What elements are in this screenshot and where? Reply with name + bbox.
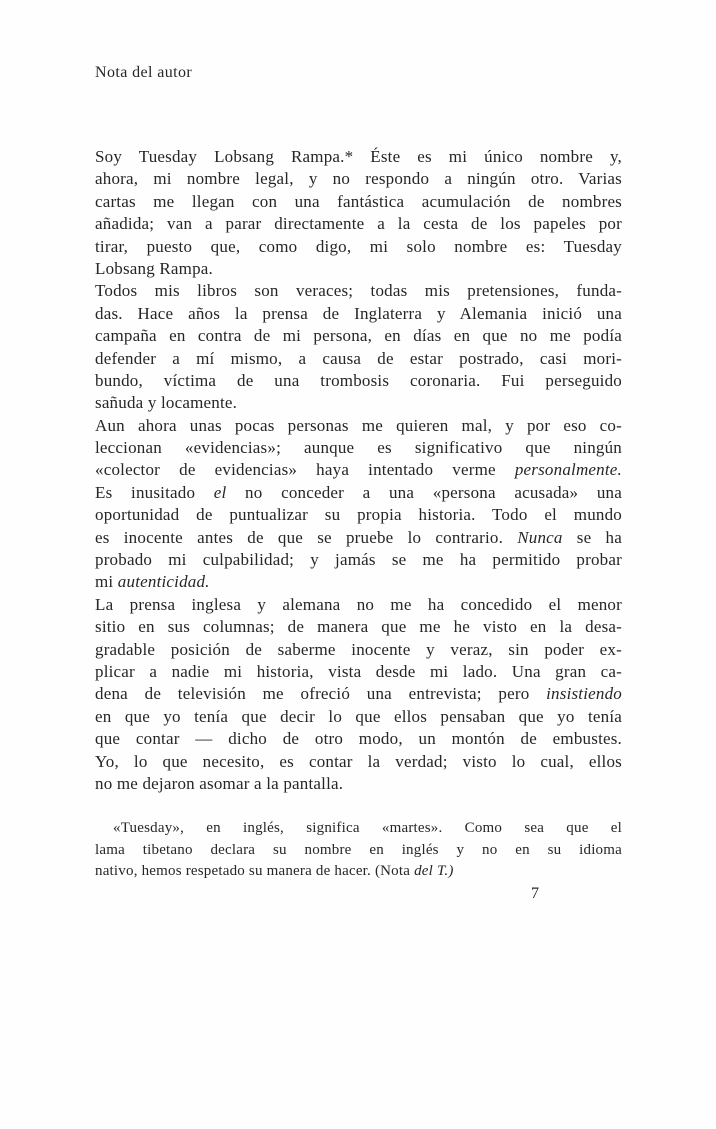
text-line	[95, 773, 622, 795]
paragraph	[95, 594, 622, 796]
text-line	[95, 818, 622, 840]
text-segment: bundo, víctima de una trombosis coronaria. Fui perseguido	[95, 370, 622, 390]
text-line	[95, 751, 622, 773]
text-line	[95, 683, 622, 705]
text-line	[95, 303, 622, 325]
text-segment: defender a mí mismo, a causa de estar postrado, casi mori-	[95, 348, 622, 368]
text-segment: Lobsang Rampa.	[95, 258, 213, 278]
text-line	[95, 191, 622, 213]
text-segment: Es inusitado	[95, 482, 214, 502]
italic-text-segment: personalmente.	[514, 460, 622, 480]
text-line	[95, 549, 622, 571]
text-line	[95, 639, 622, 661]
text-segment: nativo, hemos respetado su manera de hacer. (Nota	[95, 863, 415, 879]
italic-text-segment: autenticidad.	[117, 572, 210, 592]
text-segment: tirar, puesto que, como digo, mi solo nombre es: Tuesday	[95, 236, 622, 256]
text-line	[95, 459, 622, 481]
text-segment: dena de televisión me ofreció una entrevista; pero	[95, 684, 547, 704]
text-line	[95, 392, 622, 414]
text-line	[95, 280, 622, 302]
text-segment: no conceder a una «persona acusada» una	[226, 482, 622, 502]
footnote	[95, 818, 622, 883]
text-segment: es inocente antes de que se pruebe lo contrario.	[95, 527, 518, 547]
page-number: 7	[531, 885, 539, 902]
text-segment: das. Hace años la prensa de Inglaterra y Alemania inició una	[95, 303, 622, 323]
text-line	[95, 370, 622, 392]
paragraph	[95, 146, 622, 280]
text-line	[95, 594, 622, 616]
text-line	[95, 728, 622, 750]
text-segment: sañuda y locamente.	[95, 393, 238, 413]
text-line	[95, 437, 622, 459]
text-line	[95, 146, 622, 168]
paragraph	[95, 415, 622, 594]
text-line	[95, 258, 622, 280]
text-line	[95, 325, 622, 347]
text-line	[95, 527, 622, 549]
text-segment: en que yo tenía que decir lo que ellos pensaban que yo tenía	[95, 706, 622, 726]
text-segment: lama tibetano declara su nombre en inglés y no en su idioma	[95, 841, 622, 858]
text-segment: plicar a nadie mi historia, vista desde mi lado. Una gran ca-	[95, 661, 622, 681]
text-line	[95, 571, 622, 593]
text-segment: sitio en sus columnas; de manera que me he visto en la desa-	[95, 617, 622, 637]
text-segment: que contar — dicho de otro modo, un montón de embustes.	[95, 729, 622, 749]
text-segment: cartas me llegan con una fantástica acumulación de nombres	[95, 191, 622, 211]
text-segment: «Tuesday», en inglés, significa «martes». Como sea que el	[113, 820, 622, 836]
text-segment: añadida; van a parar directamente a la cesta de los papeles por	[95, 214, 622, 234]
page-title: Nota del autor	[95, 64, 193, 81]
text-segment: no me dejaron asomar a la pantalla.	[95, 773, 344, 793]
text-line	[95, 213, 622, 235]
text-line	[95, 348, 622, 370]
text-segment: probado mi culpabilidad; y jamás se me ha permitido probar	[95, 550, 622, 570]
text-segment: «colector de evidencias» haya intentado verme	[95, 460, 515, 480]
body-text	[95, 146, 622, 795]
text-segment: La prensa inglesa y alemana no me ha concedido el menor	[95, 594, 622, 614]
text-segment: Yo, lo que necesito, es contar la verdad; visto lo cual, ellos	[95, 751, 622, 771]
text-segment: leccionan «evidencias»; aunque es significativo que ningún	[95, 438, 622, 458]
text-line	[95, 482, 622, 504]
text-line	[95, 661, 622, 683]
text-segment: Soy Tuesday Lobsang Rampa.* Éste es mi único nombre y,	[95, 147, 622, 166]
italic-text-segment: Nunca	[517, 527, 563, 547]
text-segment: Todos mis libros son veraces; todas mis pretensiones, funda-	[95, 281, 622, 301]
text-segment: ahora, mi nombre legal, y no respondo a ningún otro. Varias	[95, 169, 622, 189]
text-segment: Aun ahora unas pocas personas me quieren mal, y por eso co-	[95, 415, 622, 435]
text-segment: oportunidad de puntualizar su propia historia. Todo el mundo	[95, 505, 622, 525]
italic-text-segment: del T.)	[414, 863, 454, 879]
text-line	[95, 840, 622, 862]
text-segment: se ha	[562, 527, 622, 547]
text-line	[95, 616, 622, 638]
paragraph	[95, 280, 622, 414]
text-line	[95, 706, 622, 728]
text-line	[95, 861, 622, 883]
text-segment: campaña en contra de mi persona, en días en que no me podía	[95, 326, 622, 346]
italic-text-segment: el	[213, 482, 227, 502]
text-line	[95, 236, 622, 258]
text-segment: mi	[95, 572, 118, 592]
text-line	[95, 415, 622, 437]
text-line	[95, 504, 622, 526]
text-segment: gradable posición de saberme inocente y veraz, sin poder ex-	[95, 639, 622, 659]
italic-text-segment: insistiendo	[546, 684, 622, 704]
text-line	[95, 168, 622, 190]
